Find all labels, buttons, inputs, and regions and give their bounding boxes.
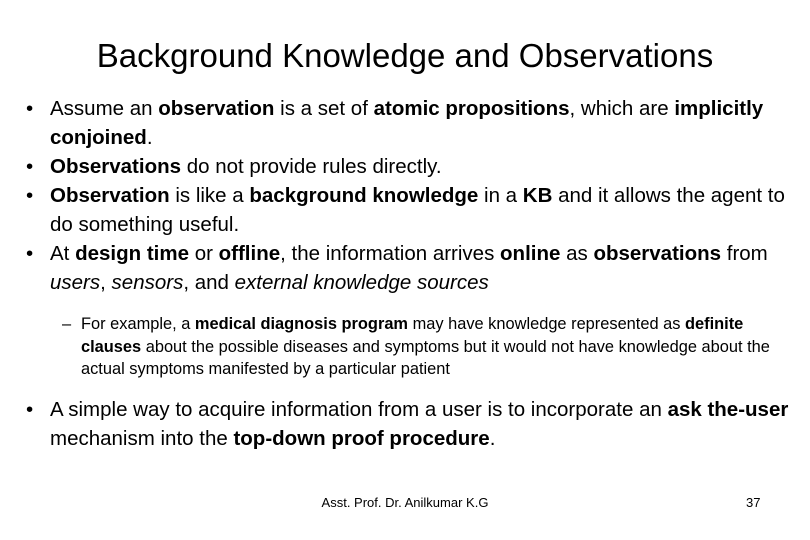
- bullet-marker: •: [26, 97, 34, 120]
- page-number: 37: [746, 495, 761, 510]
- text-segment: .: [146, 126, 153, 149]
- text-segment: ,: [100, 271, 112, 294]
- bullet-item: [20, 395, 800, 453]
- bold-term: atomic propositions: [373, 97, 570, 120]
- bullet-item: [20, 239, 800, 297]
- text-segment: is like a: [169, 184, 250, 207]
- text-segment: and it allows the agent to do something useful.: [50, 184, 785, 236]
- italic-term: users: [50, 271, 101, 294]
- text-segment: For example, a: [81, 315, 195, 333]
- text-segment: do not provide rules directly.: [181, 155, 442, 178]
- sub-bullet-item: [62, 313, 800, 381]
- bold-term: design time: [75, 242, 189, 265]
- bold-term: KB: [522, 184, 553, 207]
- sub-bullet-marker: –: [62, 315, 72, 333]
- text-segment: or: [189, 242, 219, 265]
- bold-term: Observation: [50, 184, 170, 207]
- bold-term: definite clauses: [81, 315, 744, 356]
- text-segment: Assume an: [50, 97, 159, 120]
- bullet-marker: •: [26, 242, 34, 265]
- bold-term: observations: [593, 242, 722, 265]
- bold-term: Observations: [50, 155, 182, 178]
- bold-term: ask the-user: [667, 397, 789, 421]
- bullet-marker: •: [26, 184, 34, 207]
- italic-term: sensors: [111, 271, 184, 294]
- text-segment: , and: [183, 271, 235, 294]
- text-segment: A simple way to acquire information from a user is to incorporate an: [50, 397, 668, 421]
- bullet-item: [20, 181, 800, 239]
- text-segment: mechanism into the: [50, 426, 234, 450]
- slide-title: Background Knowledge and Observations: [96, 37, 714, 74]
- bold-term: offline: [218, 242, 281, 265]
- text-segment: from: [721, 242, 768, 265]
- text-segment: , the information arrives: [280, 242, 501, 265]
- footer-author: Asst. Prof. Dr. Anilkumar K.G: [321, 495, 489, 510]
- text-segment: , which are: [569, 97, 675, 120]
- bold-term: online: [500, 242, 561, 265]
- text-segment: in a: [478, 184, 523, 207]
- bullet-marker: •: [26, 155, 34, 178]
- bullet-item: [20, 94, 800, 152]
- slide-body: [20, 94, 800, 453]
- bullet-marker: •: [26, 397, 34, 421]
- italic-term: external knowledge sources: [234, 271, 489, 294]
- bullet-item: [20, 152, 800, 181]
- bold-term: medical diagnosis program: [194, 315, 409, 333]
- text-segment: as: [560, 242, 594, 265]
- text-segment: may have knowledge represented as: [408, 315, 685, 333]
- bold-term: implicitly conjoined: [50, 97, 764, 149]
- text-segment: about the possible diseases and symptoms but it would not have knowledge about the actual symptoms manifested by a particular patient: [81, 337, 770, 378]
- bold-term: top-down proof procedure: [233, 426, 490, 450]
- text-segment: .: [489, 426, 496, 450]
- text-segment: is a set of: [274, 97, 374, 120]
- text-segment: At: [50, 242, 76, 265]
- bold-term: observation: [158, 97, 275, 120]
- bold-term: background knowledge: [249, 184, 479, 207]
